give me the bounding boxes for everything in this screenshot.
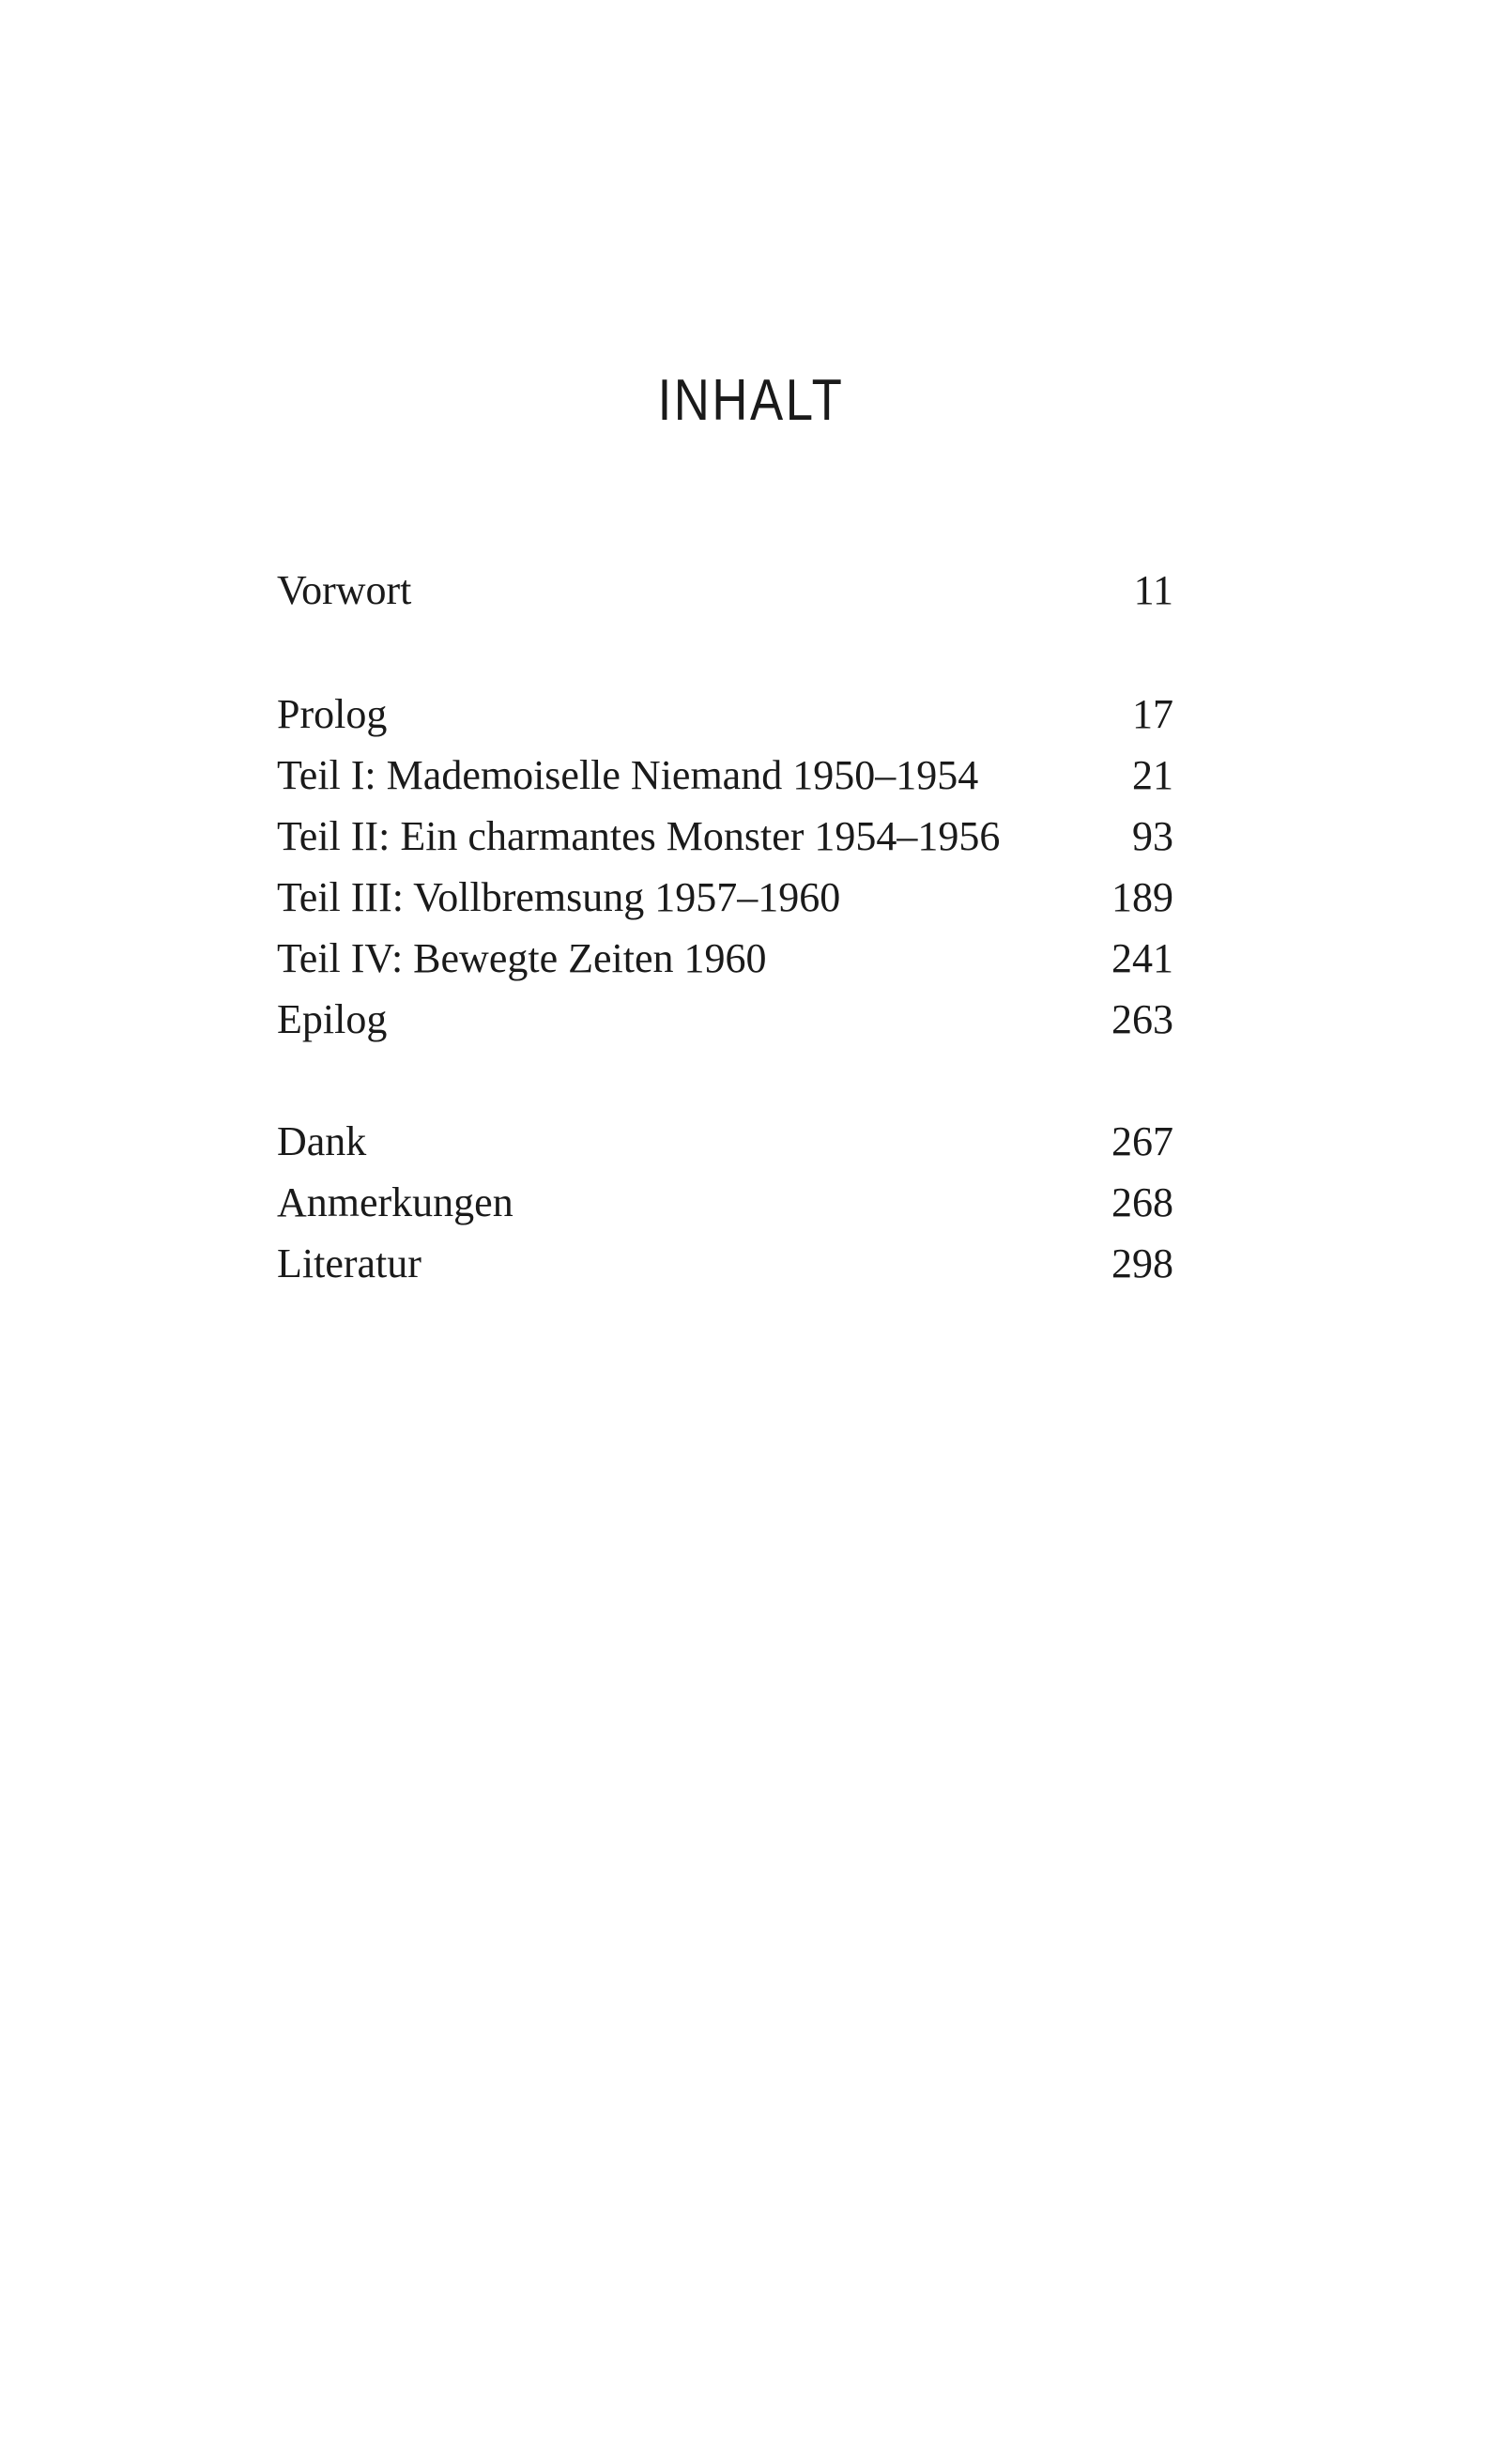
toc-entry-label: Teil II: Ein charmantes Monster 1954–1956 (277, 813, 1001, 859)
toc-entry (277, 1172, 1173, 1233)
toc-entry-label: Teil I: Mademoiselle Niemand 1950–1954 (277, 752, 979, 798)
toc-entry-page: 298 (1111, 1240, 1173, 1286)
toc-entry-page: 263 (1111, 996, 1173, 1042)
toc-entry-label: Teil IV: Bewegte Zeiten 1960 (277, 935, 767, 981)
toc-entry (277, 806, 1173, 867)
toc-entry (277, 928, 1173, 989)
toc-entry-page: 21 (1132, 752, 1173, 798)
toc-entry (277, 745, 1173, 806)
toc-entry-label: Vorwort (277, 567, 412, 613)
toc-entry-label: Teil III: Vollbremsung 1957–1960 (277, 874, 841, 920)
toc-entry-label: Prolog (277, 691, 388, 737)
toc-group-back (277, 1111, 1173, 1294)
toc-group-front (277, 560, 1173, 621)
toc-entry-page: 241 (1111, 935, 1173, 981)
toc-entry-label: Epilog (277, 996, 388, 1042)
toc-entry-page: 268 (1111, 1179, 1173, 1225)
toc-entry-label: Anmerkungen (277, 1179, 513, 1225)
toc-group-main (277, 684, 1173, 1050)
toc-entry-page: 93 (1132, 813, 1173, 859)
toc-entry (277, 867, 1173, 928)
toc-entry (277, 560, 1173, 621)
toc-entry-page: 11 (1133, 567, 1173, 613)
toc-entry-label: Dank (277, 1118, 367, 1164)
toc-entry (277, 989, 1173, 1050)
toc-entry (277, 1111, 1173, 1172)
page-title: INHALT (657, 368, 845, 433)
toc-entry-page: 189 (1111, 874, 1173, 920)
toc-entry-label: Literatur (277, 1240, 421, 1286)
toc-entry (277, 684, 1173, 745)
toc-entry-page: 267 (1111, 1118, 1173, 1164)
toc-entry (277, 1233, 1173, 1294)
toc-entry-page: 17 (1132, 691, 1173, 737)
